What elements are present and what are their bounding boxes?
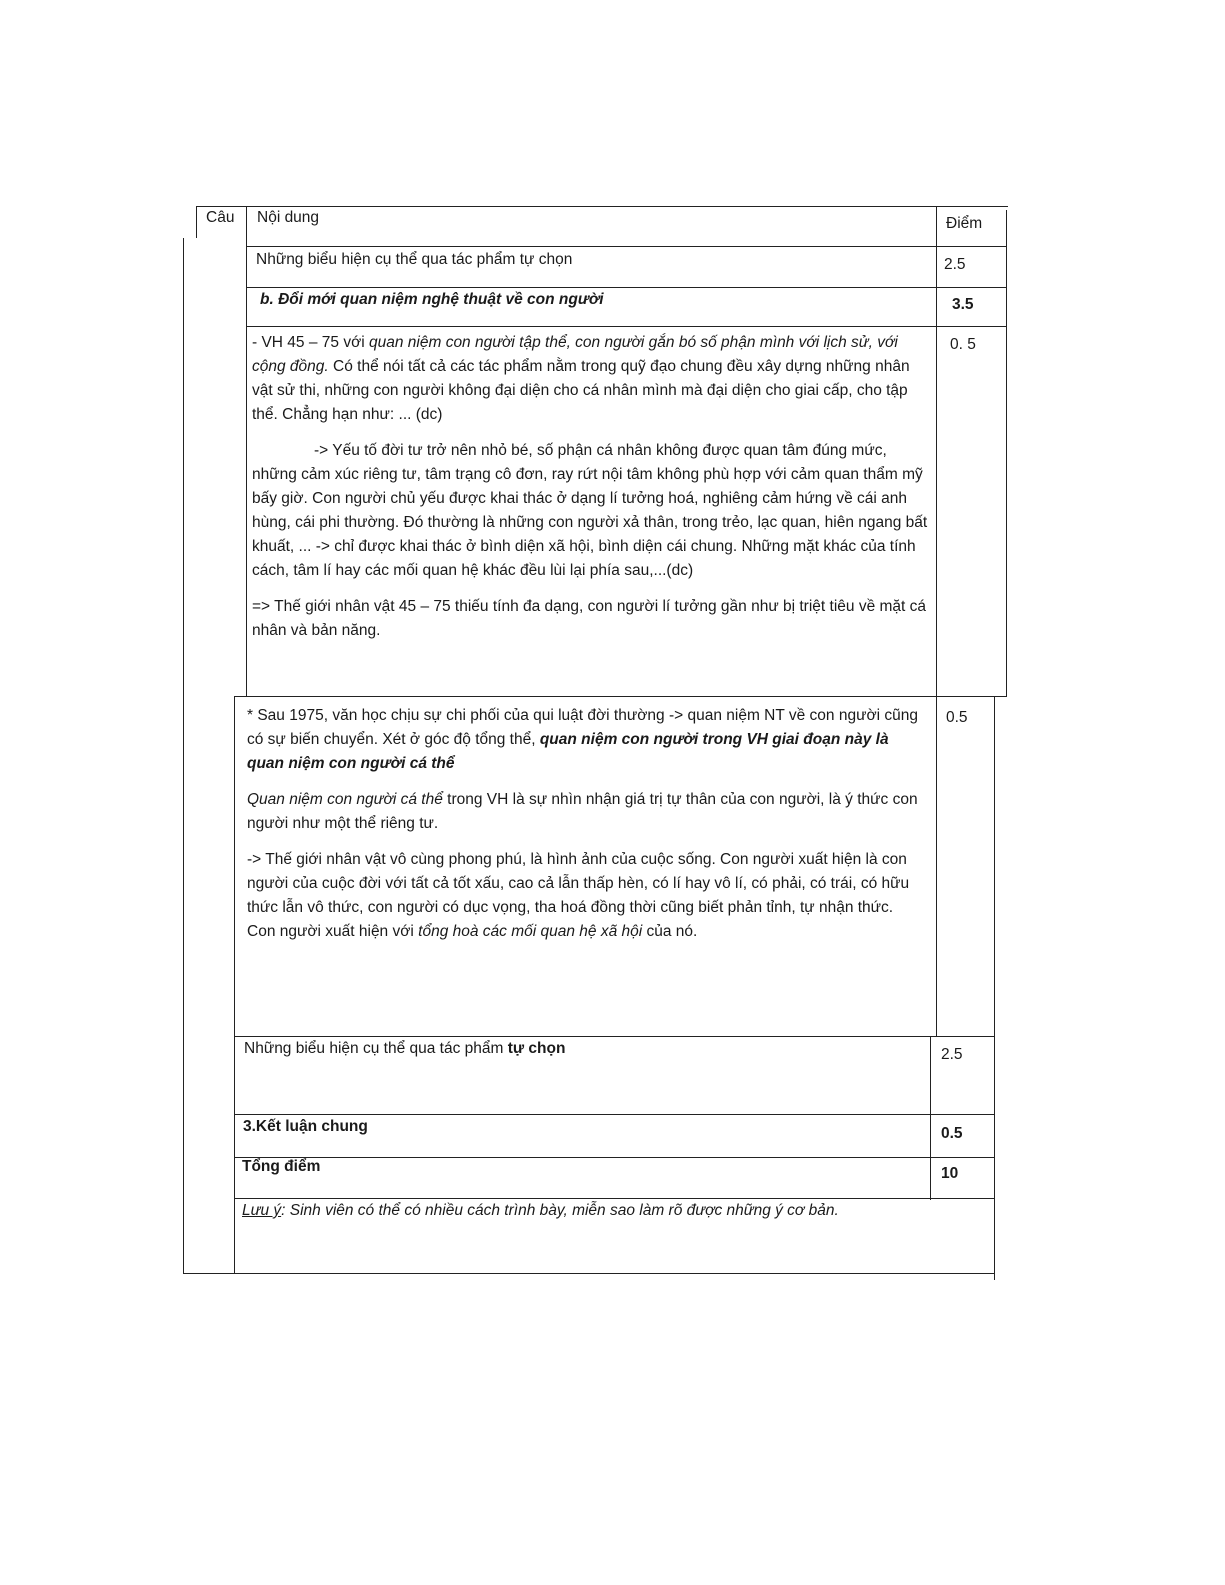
row-3-paragraph-1 — [252, 331, 930, 427]
header-diem: Điểm — [946, 215, 983, 232]
table-right-border-lower — [994, 696, 995, 1280]
bold-italic-text-run: quan niệm con người trong VH giai đoạn này là quan niệm con người cá thể — [247, 731, 889, 772]
diem-column-divider — [936, 206, 937, 1036]
cau-column-divider-lower — [234, 696, 235, 1274]
row-divider-4 — [234, 696, 1007, 697]
row-8-note — [242, 1199, 839, 1223]
diem-column-divider-lower — [930, 1036, 931, 1200]
text-run: * Sau 1975, văn học chịu sự chi phối của qui luật đời thường -> quan niệm NT về con người cũng có sự biến chuyển. Xét ở góc độ tổng thể, — [247, 707, 918, 748]
row-3-score: 0. 5 — [950, 336, 976, 353]
italic-text-run: tổng hoà các mối quan hệ xã hội — [418, 923, 643, 940]
row-7-total-label: Tổng điểm — [242, 1158, 321, 1175]
row-1-content: Những biểu hiện cụ thể qua tác phẩm tự chọn — [256, 251, 573, 268]
text-run: - VH 45 – 75 với — [252, 334, 369, 351]
table-left-border-lower — [183, 238, 184, 1274]
italic-text-run: Quan niệm con người cá thể — [247, 791, 443, 808]
text-run: Những biểu hiện cụ thể qua tác phẩm — [244, 1040, 508, 1057]
header-cau: Câu — [206, 209, 235, 226]
text-run: của nó. — [642, 923, 698, 940]
text-run: trong VH là sự nhìn nhận giá trị tự thân của con người, là ý thức con người như một thể riêng tư. — [247, 791, 918, 832]
row-3-paragraph-2: -> Yếu tố đời tư trở nên nhỏ bé, số phận cá nhân không được quan tâm đúng mức, những cảm xúc riêng tư, tâm trạng cô đơn, ray rứt nội tâm không phù hợp với cảm quan thẩm mỹ bấy giờ. Con người chủ yếu được khai thác ở dạng lí tưởng hoá, nghiêng cảm hứng về cái anh hùng, cái phi thường. Đó thường là những con người xả thân, trong trẻo, lạc quan, hiên ngang bất khuất, ... -> chỉ được khai thác ở bình diện xã hội, bình diện cái chung. Những mặt khác của tính cách, tâm lí hay các mối quan hệ khác đều lùi lại phía sau,...(dc) — [252, 442, 928, 579]
row-5-content — [244, 1037, 565, 1061]
row-4-paragraph-3 — [247, 848, 922, 944]
row-3-content — [252, 331, 930, 655]
row-1-score: 2.5 — [944, 256, 966, 273]
row-2-score: 3.5 — [952, 296, 974, 313]
text-run: -> Thế giới nhân vật vô cùng phong phú, là hình ảnh của cuộc sống. Con người xuất hiện là con người của cuộc đời với tất cả tốt xấu, cao cả lẫn thấp hèn, có lí hay vô lí, có phải, có trái, có hữu thức lẫn vô thức, con người có dục vọng, tha hoá đồng thời cũng biết phản tỉnh, tự nhận thức. Con người xuất hiện với — [247, 851, 910, 940]
row-4-paragraph-2 — [247, 788, 922, 836]
row-4-paragraph-1 — [247, 704, 922, 776]
italic-text-run: quan niệm con người tập thể, con người gắn bó số phận mình với lịch sử, với cộng đồng. — [252, 334, 898, 375]
table-right-border — [1006, 210, 1007, 696]
header-noi-dung: Nội dung — [257, 209, 320, 226]
row-4-score: 0.5 — [946, 709, 968, 726]
row-5-score: 2.5 — [941, 1046, 963, 1063]
bold-text-run: tự chọn — [507, 1040, 566, 1057]
text-run: Có thể nói tất cả các tác phẩm nằm trong quỹ đạo chung đều xây dựng những nhân vật sử thi, những con người không đại diện cho cá nhân mình mà đại diện cho giai cấp, cho tập thể. Chẳng hạn như: ... (dc) — [252, 358, 910, 423]
cau-column-divider — [246, 206, 247, 696]
row-6-score: 0.5 — [941, 1125, 963, 1142]
row-3-paragraph-3: => Thế giới nhân vật 45 – 75 thiếu tính đa dạng, con người lí tưởng gần như bị triệt tiêu về mặt cá nhân và bản năng. — [252, 598, 927, 639]
table-bottom-border — [183, 1273, 995, 1274]
note-label: Lưu ý — [242, 1202, 282, 1219]
row-divider-7 — [234, 1157, 995, 1158]
row-7-total-score: 10 — [941, 1165, 959, 1182]
row-6-conclusion-heading: 3.Kết luận chung — [243, 1118, 368, 1135]
row-divider-1 — [246, 246, 1007, 247]
table-left-border — [196, 206, 197, 238]
note-text: : Sinh viên có thể có nhiều cách trình bày, miễn sao làm rõ được những ý cơ bản. — [281, 1202, 839, 1219]
row-4-content — [247, 704, 922, 956]
row-divider-3 — [246, 326, 1007, 327]
row-2-section-heading: b. Đổi mới quan niệm nghệ thuật về con người — [260, 291, 604, 308]
